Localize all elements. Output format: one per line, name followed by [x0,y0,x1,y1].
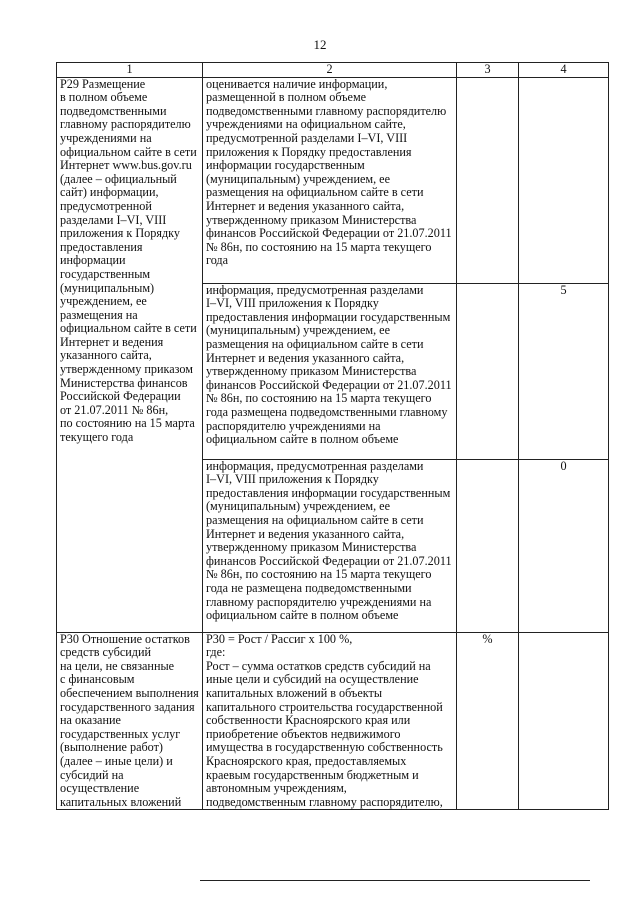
text-line: учреждениями на официальном сайте, [206,117,406,132]
indicator-name-cell [57,632,203,810]
score-cell [519,77,609,283]
text-line: (муниципальным) учреждением, ее [206,171,390,186]
score-cell [519,632,609,810]
text-line: предоставления информации государственным [206,485,451,500]
text-line: предусмотренной [60,198,152,213]
text-line: государственного задания [60,699,195,714]
text-line: предоставления информации государственным [206,309,451,324]
text-line: осуществление [60,781,140,796]
text-line: Интернет и ведения указанного сайта, [206,526,405,541]
text-line: подведомственным главному распорядителю, [206,794,443,809]
text-line: года не размещена подведомственными [206,580,412,595]
text-line: подведомственными главному распорядителю [206,103,447,118]
criterion-cell [203,632,457,810]
table-row [57,632,609,810]
unit-cell: % [457,632,519,810]
text-line: средств субсидий [60,645,152,660]
text-line: I–VI, VIII приложения к Порядку [206,472,379,487]
text-line: финансов Российской Федерации от 21.07.2011 [206,377,452,392]
header-col-4: 4 [519,63,609,78]
text-line: Красноярского края, предоставляемых [206,753,407,768]
text-line: государственным [60,266,151,281]
indicator-name-cell [57,77,203,632]
text-line: с финансовым [60,672,135,687]
text-line: подведомственными [60,103,167,118]
text-line: Р30 Отношение остатков [60,632,190,646]
text-line: I–VI, VIII приложения к Порядку [206,296,379,311]
text-line: предусмотренной разделами I–VI, VIII [206,130,408,145]
text-line: финансов Российской Федерации от 21.07.2011 [206,226,452,241]
text-line: информация, предусмотренная разделами [206,459,424,473]
text-line: информации государственным [206,158,365,173]
header-col-2: 2 [203,63,457,78]
text-line: капитальных вложений в объекты [206,685,383,700]
text-line: финансов Российской Федерации от 21.07.2011 [206,553,452,568]
text-line: предоставления [60,239,143,254]
text-line: (муниципальным) учреждением, ее [206,323,390,338]
text-line: утвержденному приказом Министерства [206,540,417,555]
text-line: официальном сайте в сети [60,144,197,159]
text-line: утвержденному приказом Министерства [206,364,417,379]
text-line: на цели, не связанные [60,658,175,673]
text-line: размещенной в полном объеме [206,90,367,105]
text-line: главному распорядителю учреждениями на [206,594,432,609]
text-line: Р29 Размещение [60,77,146,91]
text-line: размещения на официальном сайте в сети [206,336,424,351]
indicators-table [56,62,609,810]
text-line: года [206,253,229,268]
text-line: капитального строительства государственной [206,699,443,714]
table-header-row [57,63,609,78]
text-line: учреждениями на [60,130,152,145]
text-line: № 86н, по состоянию на 15 марта текущего [206,239,432,254]
text-line: указанного сайта, [60,348,152,363]
text-line: главному распорядителю [60,117,191,132]
criterion-cell [203,283,457,459]
continuation-rule [200,880,590,881]
text-line: (выполнение работ) [60,740,163,755]
text-line: Интернет и ведения указанного сайта, [206,198,405,213]
text-line: № 86н, по состоянию на 15 марта текущего [206,567,432,582]
text-line: оценивается наличие информации, [206,77,388,91]
text-line: приложения к Порядку [60,226,180,241]
text-line: государственных услуг [60,726,181,741]
header-col-1: 1 [57,63,203,78]
unit-cell [457,459,519,632]
text-line: Министерства финансов [60,375,188,390]
text-line: (далее – официальный [60,171,177,186]
text-line: разделами I–VI, VIII [60,212,167,227]
text-line: официальном сайте в полном объеме [206,608,399,623]
text-line: обеспечением выполнения [60,685,199,700]
text-line: учреждением, ее [60,294,147,309]
text-line: где: [206,645,226,660]
text-line: от 21.07.2011 № 86н, [60,402,169,417]
text-line: размещения на официальном сайте в сети [206,512,424,527]
text-line: размещения на [60,307,138,322]
text-line: утвержденному приказом Министерства [206,212,417,227]
text-line: текущего года [60,430,134,445]
text-line: информации [60,253,126,268]
score-cell: 5 [519,283,609,459]
header-col-3: 3 [457,63,519,78]
text-line: Рост – сумма остатков средств субсидий на [206,658,431,673]
text-line: на оказание [60,713,121,728]
score-cell: 0 [519,459,609,632]
text-line: по состоянию на 15 марта [60,416,195,431]
page-number: 12 [313,37,327,52]
criterion-cell [203,459,457,632]
text-line: иные цели и субсидий на осуществление [206,672,419,687]
text-line: утвержденному приказом [60,362,193,377]
text-line: распорядителю учреждениями на [206,418,381,433]
text-line: размещения на официальном сайте в сети [206,185,424,200]
text-line: официальном сайте в полном объеме [206,432,399,447]
text-line: Р30 = Рост / Рассиг х 100 %, [206,632,353,646]
text-line: собственности Красноярского края или [206,713,411,728]
text-line: приобретение объектов недвижимого [206,726,401,741]
text-line: Интернет и ведения указанного сайта, [206,350,405,365]
text-line: № 86н, по состоянию на 15 марта текущего [206,391,432,406]
text-line: имущества в государственную собственность [206,740,443,755]
text-line: субсидий на [60,767,124,782]
text-line: сайт) информации, [60,185,159,200]
text-line: (муниципальным) учреждением, ее [206,499,390,514]
text-line: в полном объеме [60,90,148,105]
text-line: Интернет и ведения [60,334,164,349]
text-line: информация, предусмотренная разделами [206,283,424,297]
text-line: автономным учреждениям, [206,781,347,796]
table-row [57,77,609,283]
text-line: краевым государственным бюджетным и [206,767,419,782]
text-line: приложения к Порядку предоставления [206,144,412,159]
text-line: (далее – иные цели) и [60,753,173,768]
text-line: года размещена подведомственными главному [206,404,448,419]
text-line: официальном сайте в сети [60,321,197,336]
text-line: Интернет www.bus.gov.ru [60,158,192,173]
criterion-cell [203,77,457,283]
unit-cell [457,283,519,459]
text-line: капитальных вложений [60,794,182,809]
unit-cell [457,77,519,283]
text-line: Российской Федерации [60,389,181,404]
text-line: (муниципальным) [60,280,155,295]
